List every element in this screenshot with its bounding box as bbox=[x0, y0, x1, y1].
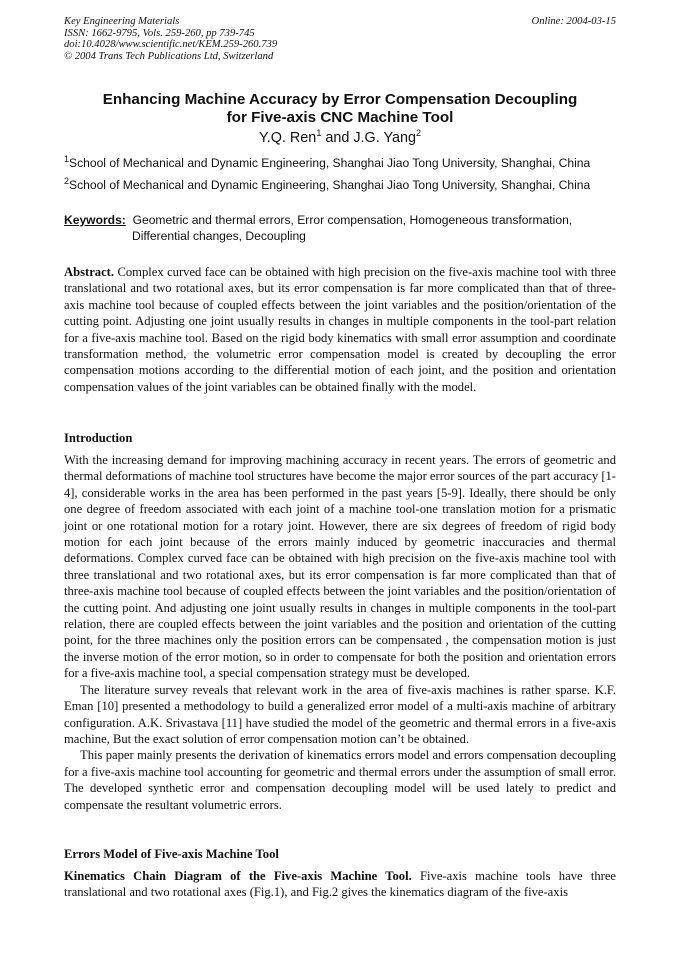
kinematics-text: Five-axis machine tools have three translational and two rotational axes (Fig.1), and Fig.2 gives the kinematics diagram of the five-axis bbox=[64, 869, 616, 900]
kinematics-subheading: Kinematics Chain Diagram of the Five-axis Machine Tool. bbox=[64, 869, 412, 883]
keywords-label: Keywords: bbox=[64, 213, 126, 227]
journal-name: Key Engineering Materials bbox=[64, 16, 180, 27]
journal-header bbox=[64, 16, 616, 62]
abstract-text: Complex curved face can be obtained with high precision on the five-axis machine tool with three translational and two rotational axes, but its error compensation is far more complicated than that of three-axis machine tool because of coupled effects between the joint variables and the position/orientation of the cutting point. Adjusting one joint usually results in changes in multiple components in the tool-part relation for a five-axis machine tool. Based on the rigid body kinematics with small error assumption and coordinate transformation method, the volumetric error compensation model is created by decoupling the error compensation motions according to the differential motion of each joint, and the position and orientation compensation values of the joint variables can be obtained finally with the model. bbox=[64, 265, 616, 394]
intro-paragraph-3: This paper mainly presents the derivation of kinematics errors model and errors compensation decoupling for a five-axis machine tool accounting for geometric and thermal errors under the assumption of small error. The developed synthetic error and compensation decoupling model will be used lately to predict and compensate the resultant volumetric errors. bbox=[64, 748, 616, 812]
author-2-affil-mark: 2 bbox=[416, 128, 422, 139]
abstract-label: Abstract. bbox=[64, 265, 115, 279]
intro-paragraph-1: With the increasing demand for improving machining accuracy in recent years. The errors of geometric and thermal deformations of machine tool structures have become the major error sources of the part accuracy [1-4], considerable works in the area has been performed in the past years [5-9]. Ideally, there should be only one degree of freedom associated with each joint of a machine tool-one translation motion for a prismatic joint or one rotational motion for a rotary joint. However, there are six degrees of freedom of rigid body motion for each joint because of the errors mainly induced by geometric inaccuracies and thermal deformations. Complex curved face can be obtained with high precision on the five-axis machine tool with three translational and two rotational axes, but its error compensation is far more complicated than that of three-axis machine tool because of coupled effects between the joint variables and the position/orientation of the cutting point. And adjusting one joint usually results in changes in multiple components in the tool-part relation, there are coupled effects between the joint variables and the position and orientation of the cutting point, for the three machines only the position errors can be compensated , the compensation motion is just the inverse motion of the error motion, so in order to compensate for both the position and orientation errors for a five-axis machine tool, a special compensation strategy must be developed. bbox=[64, 453, 616, 681]
doi-line: doi:10.4028/www.scientific.net/KEM.259-260.739 bbox=[64, 39, 278, 51]
copyright-line: © 2004 Trans Tech Publications Ltd, Switzerland bbox=[64, 50, 274, 62]
author-2: and J.G. Yang bbox=[321, 130, 416, 146]
affiliation-2-text: School of Mechanical and Dynamic Engineering, Shanghai Jiao Tong University, Shanghai, China bbox=[69, 178, 591, 192]
errors-model-heading: Errors Model of Five-axis Machine Tool bbox=[64, 847, 279, 861]
affiliation-2 bbox=[64, 175, 616, 192]
abstract bbox=[64, 264, 616, 395]
affiliation-1-text: School of Mechanical and Dynamic Engineering, Shanghai Jiao Tong University, Shanghai, China bbox=[69, 156, 591, 170]
affiliation-2-mark: 2 bbox=[64, 175, 70, 186]
keywords-line-1: Geometric and thermal errors, Error compensation, Homogeneous transformation, bbox=[132, 213, 573, 227]
introduction-heading: Introduction bbox=[64, 431, 133, 445]
intro-paragraph-2: The literature survey reveals that relevant work in the area of five-axis machines is rather sparse. K.F. Eman [10] presented a methodology to build a generalized error model of a multi-axis machine of arbitrary configuration. A.K. Srivastava [11] have studied the model of the geometric and thermal errors in a five-axis machine, But the exact solution of error compensation motion can’t be obtained. bbox=[64, 682, 616, 746]
title-line-2: for Five-axis CNC Machine Tool bbox=[226, 109, 454, 126]
keywords-line-2: Differential changes, Decoupling bbox=[132, 228, 306, 243]
author-1-affil-mark: 1 bbox=[316, 128, 322, 139]
author-line bbox=[64, 130, 616, 146]
online-date: Online: 2004-03-15 bbox=[531, 16, 616, 27]
issn-line: ISSN: 1662-9795, Vols. 259-260, pp 739-745 bbox=[64, 27, 255, 39]
author-1: Y.Q. Ren bbox=[258, 130, 317, 146]
affiliation-1 bbox=[64, 153, 616, 170]
affiliation-1-mark: 1 bbox=[64, 153, 70, 164]
keywords-block bbox=[64, 213, 616, 244]
title-line-1: Enhancing Machine Accuracy by Error Compensation Decoupling bbox=[102, 91, 578, 108]
introduction-body bbox=[64, 452, 616, 813]
paper-title bbox=[64, 91, 616, 127]
errors-model-body bbox=[64, 868, 616, 901]
